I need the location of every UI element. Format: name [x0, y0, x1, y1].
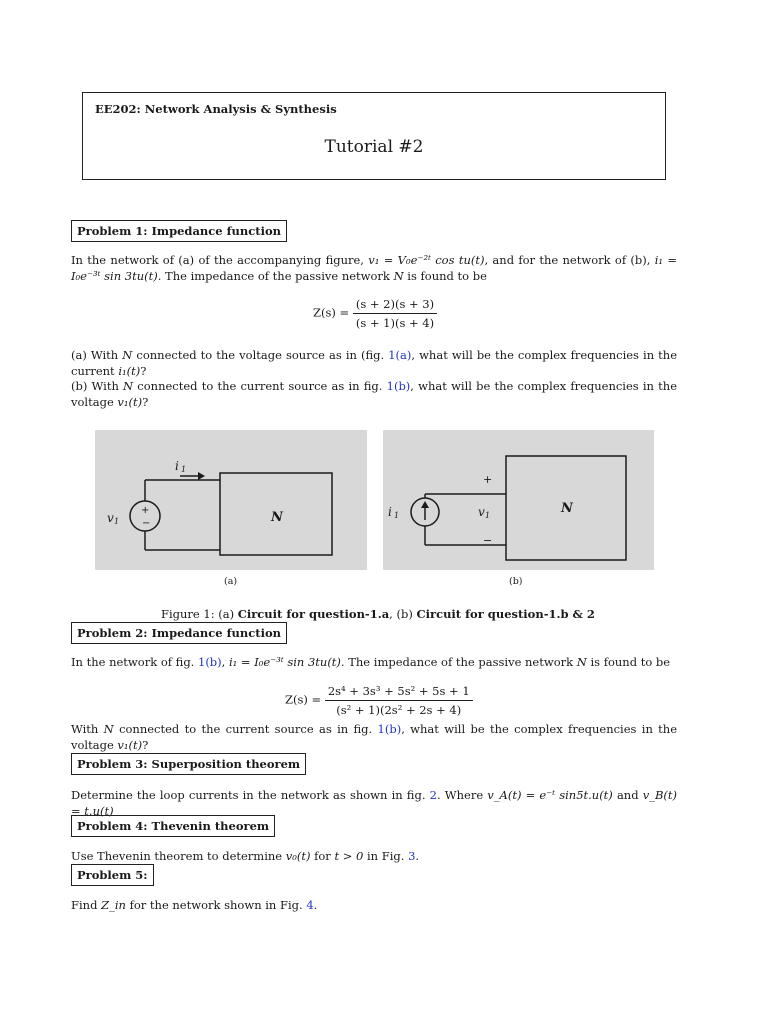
- figure1-caption: Figure 1: (a) Circuit for question-1.a, (b) Circuit for question-1.b & 2: [161, 607, 595, 621]
- fig2-link[interactable]: 2: [429, 788, 437, 802]
- course-title: EE202: Network Analysis & Synthesis: [95, 102, 337, 116]
- problem1-question-b: (b) With N connected to the current source as in fig. 1(b), what will be the complex frequencies in the voltage v₁(t)?: [71, 379, 677, 409]
- i1-definition: i₁ = I₀e⁻³ᵗ sin 3tu(t): [71, 253, 677, 283]
- fig1a-i1-label: i: [175, 459, 179, 473]
- header-box: [82, 92, 666, 180]
- problem3-title: Problem 3: Superposition theorem: [71, 753, 306, 775]
- fig1b-v1-label: v: [478, 505, 485, 519]
- svg-text:1: 1: [114, 517, 120, 526]
- fig1a-link[interactable]: 1(a): [388, 348, 412, 362]
- svg-text:−: −: [483, 534, 493, 547]
- tutorial-title: Tutorial #2: [324, 137, 424, 157]
- figure1a-image: [95, 430, 367, 570]
- svg-text:1: 1: [394, 511, 400, 520]
- svg-text:−: −: [142, 518, 151, 529]
- fig1b-N-label: N: [561, 501, 573, 516]
- figure1b-sublabel: (b): [509, 576, 523, 587]
- fig1a-v1-label: v: [107, 511, 114, 525]
- problem1-intro: In the network of (a) of the accompanying figure, v₁ = V₀e⁻²ᵗ cos tu(t), and for the network of (b), i₁ = I₀e⁻³ᵗ sin 3tu(t). The impedance of the passive network N is found to be: [71, 253, 677, 283]
- problem2-question: With N connected to the current source as in fig. 1(b), what will be the complex frequencies in the voltage v₁(t)?: [71, 722, 678, 752]
- svg-text:1: 1: [181, 465, 187, 474]
- fig3-link[interactable]: 3: [408, 849, 416, 863]
- figure1b-image: [383, 430, 654, 570]
- svg-text:1: 1: [485, 511, 491, 520]
- fig1b-link-3[interactable]: 1(b): [377, 722, 402, 736]
- problem2-impedance-equation: Z(s) = $\frac{\text{2s⁴ + 3s³ + 5s² + 5s + 1}}{\text{(s² + 1)(2s² + 2s + 4)}}$: [285, 683, 473, 718]
- problem3-text: Determine the loop currents in the network as shown in fig. 2. Where v_A(t) = e⁻ᵗ sin5t.u(t) and v_B(t) = t.u(t): [71, 788, 678, 818]
- problem4-title: Problem 4: Thevenin theorem: [71, 815, 275, 837]
- problem5-text: Find Z_in for the network shown in Fig. 4.: [71, 898, 318, 912]
- fig1b-i1-label: i: [388, 505, 392, 519]
- figure1a-sublabel: (a): [224, 576, 238, 587]
- svg-text:+: +: [141, 505, 150, 516]
- fig1b-link-2[interactable]: 1(b): [198, 655, 222, 669]
- problem2-title: Problem 2: Impedance function: [71, 622, 287, 644]
- figure1b-circuit: [383, 430, 654, 570]
- problem1-title: Problem 1: Impedance function: [71, 220, 287, 242]
- fig1b-link[interactable]: 1(b): [386, 379, 411, 393]
- v1-definition: v₁ = V₀e⁻²ᵗ cos tu(t): [368, 253, 485, 267]
- fig4-link[interactable]: 4: [306, 898, 314, 912]
- figure1a-circuit: [95, 430, 367, 570]
- svg-text:+: +: [483, 473, 493, 486]
- problem4-text: Use Thevenin theorem to determine v₀(t) for t > 0 in Fig. 3.: [71, 849, 420, 863]
- problem2-intro: In the network of fig. 1(b), i₁ = I₀e⁻³ᵗ sin 3tu(t). The impedance of the passive network N is found to be: [71, 655, 671, 669]
- problem5-title: Problem 5:: [71, 864, 154, 886]
- problem1-impedance-equation: Z(s) = $\frac{(s + 2)(s + 3)}{(s + 1)(s + 4)}$: [313, 296, 437, 331]
- fig1a-N-label: N: [271, 510, 283, 525]
- problem1-question-a: (a) With N connected to the voltage source as in (fig. 1(a), what will be the complex frequencies in the current i₁(t)?: [71, 348, 678, 378]
